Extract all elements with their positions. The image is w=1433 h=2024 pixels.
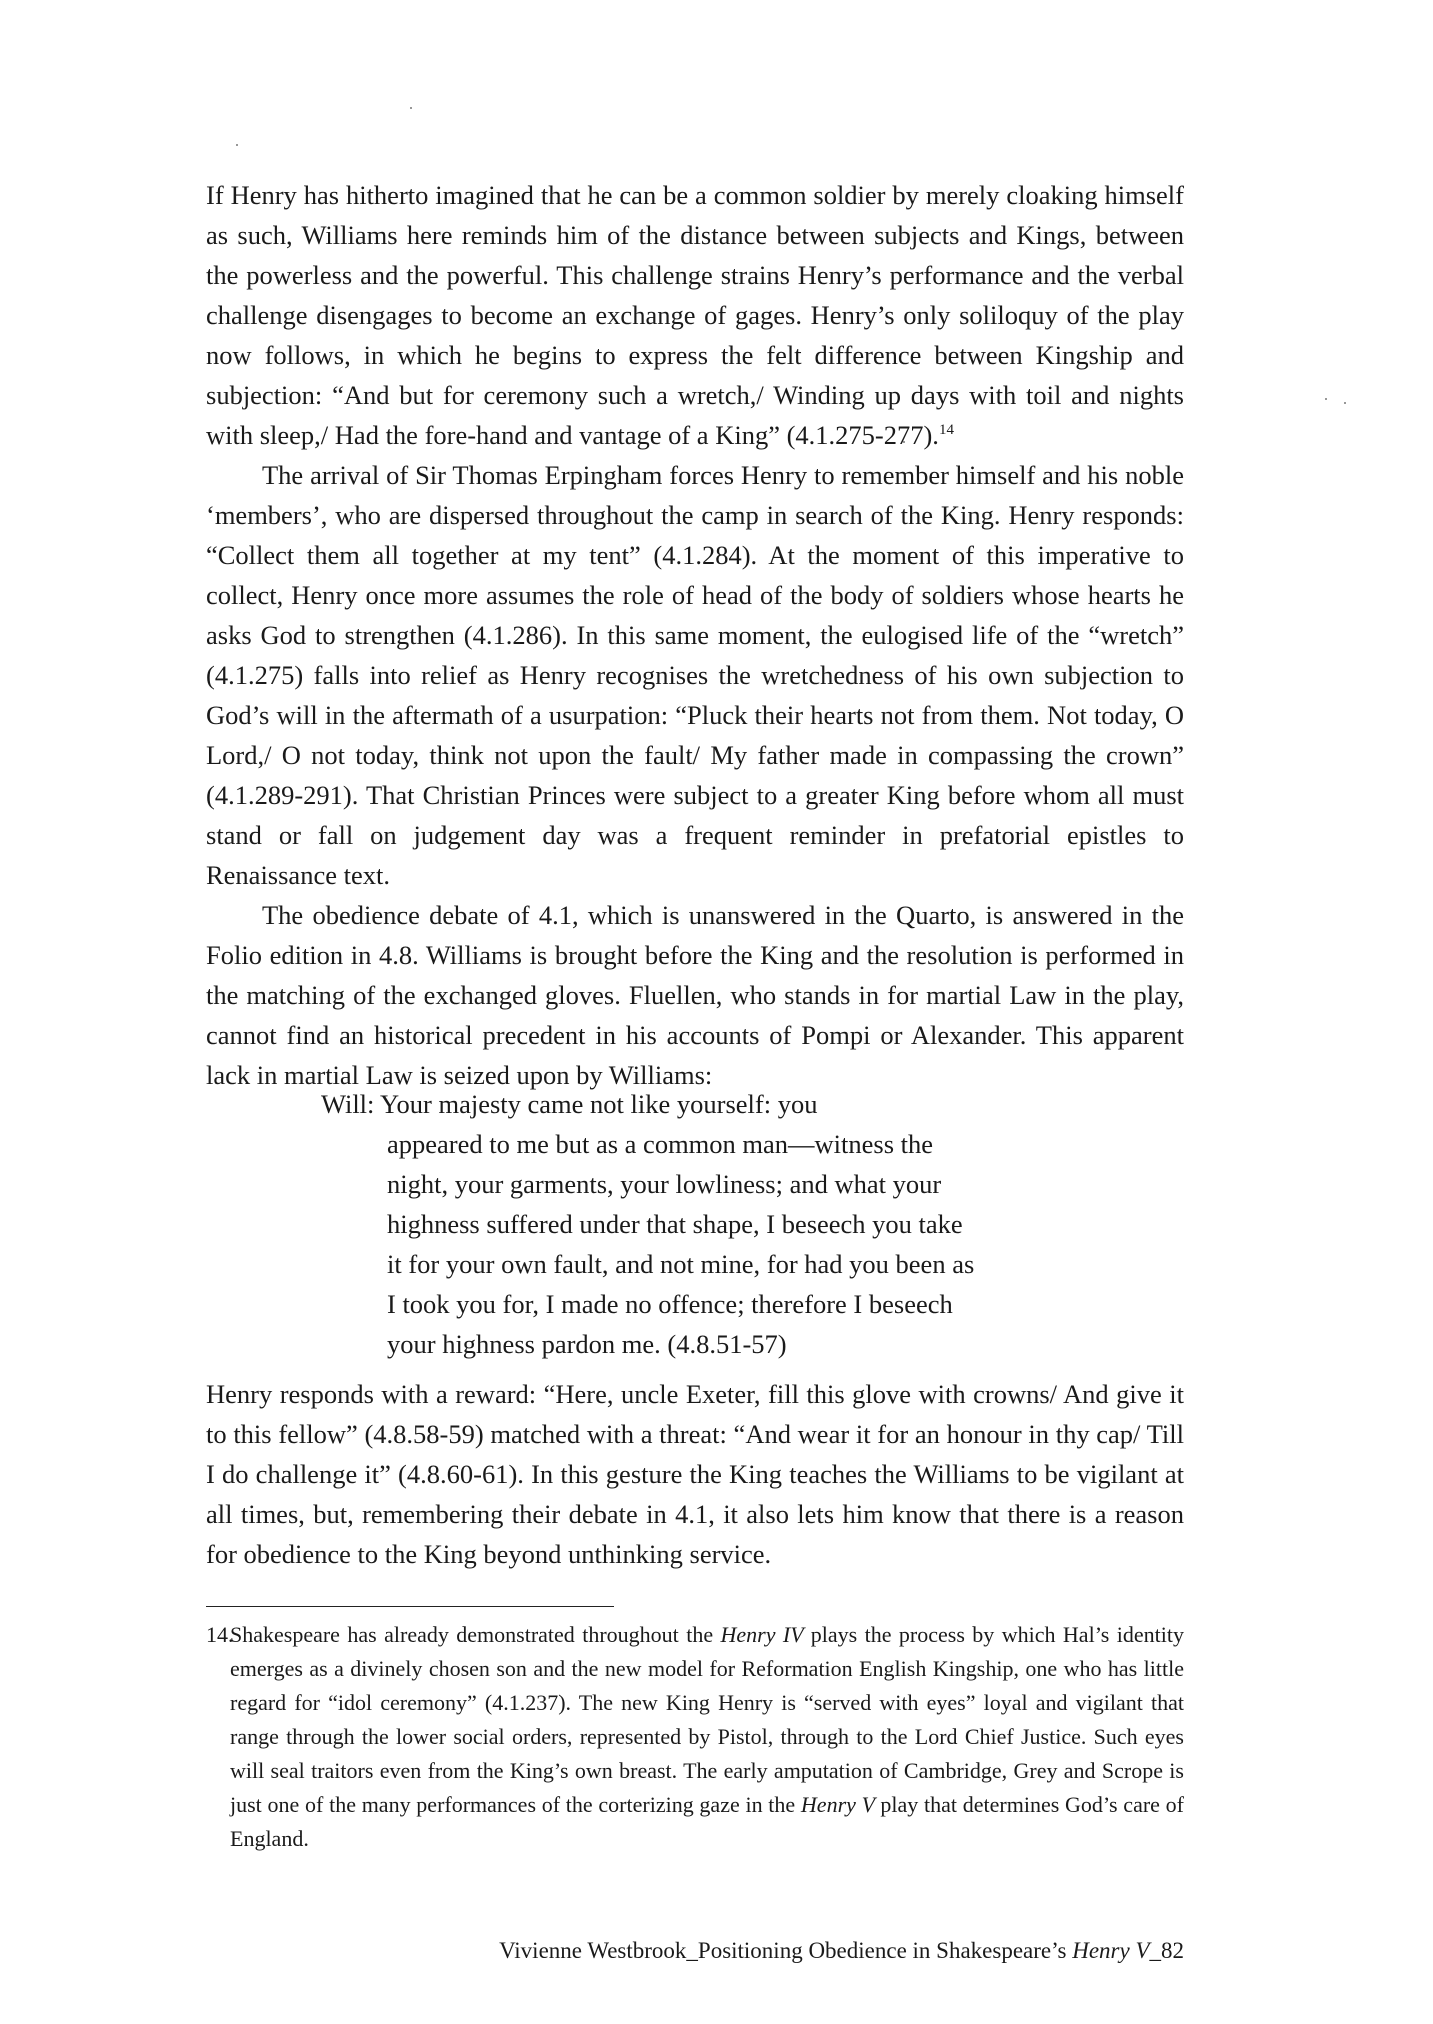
- footnote-14: [206, 1618, 1184, 1856]
- footnote-title: Henry IV: [720, 1622, 811, 1647]
- footnote-part: Shakespeare has already demonstrated throughout the: [230, 1622, 714, 1647]
- scan-speck: [1344, 402, 1346, 404]
- footnote-part: plays the process by which Hal’s identity emerges as a divinely chosen son and the new model for Reformation English Kingship, one who has little regard for “idol ceremony” (4.1.237). The new King Henry is “served with eyes” loyal and vigilant that range through the lower social orders, represented by Pistol, through to the Lord Chief Justice. Such eyes will seal traitors even from the King’s own breast. The early amputation of Cambridge, Grey and Scrope is just one of the many performances of the corterizing gaze in the: [230, 1622, 1185, 1817]
- footer-title: Henry V: [1072, 1938, 1150, 1963]
- footnote-ref-14[interactable]: 14: [938, 422, 954, 438]
- footnote-separator: [206, 1606, 614, 1607]
- paragraph-2: The arrival of Sir Thomas Erpingham forces Henry to remember himself and his noble ‘members’, who are dispersed throughout the camp in search of the King. Henry responds: “Collect them all together at my tent” (4.1.284). At the moment of this imperative to collect, Henry once more assumes the role of head of the body of soldiers whose hearts he asks God to strengthen (4.1.286). In this same moment, the eulogised life of the “wretch” (4.1.275) falls into relief as Henry recognises the wretchedness of his own subjection to God’s will in the aftermath of a usurpation: “Pluck their hearts not from them. Not today, O Lord,/ O not today, think not upon the fault/ My father made in compassing the crown” (4.1.289-291). That Christian Princes were subject to a greater King before whom all must stand or fall on judgement day was a frequent reminder in prefatorial epistles to Renaissance text.: [206, 460, 1184, 890]
- quote-line: Will: Your majesty came not like yourself: you: [321, 1089, 818, 1119]
- scan-speck: [410, 107, 412, 109]
- block-quote: [321, 1084, 1061, 1364]
- quote-line: appeared to me but as a common man—witness the: [387, 1129, 934, 1159]
- paragraph-1: [206, 175, 1184, 455]
- running-footer: [499, 1936, 1184, 1966]
- footnote-part: play that determines God’s care of England.: [230, 1792, 1184, 1851]
- scan-speck: [236, 144, 238, 146]
- paragraph-3: The obedience debate of 4.1, which is unanswered in the Quarto, is answered in the Folio edition in 4.8. Williams is brought before the King and the resolution is performed in the matching of the exchanged gloves. Fluellen, who stands in for martial Law in the play, cannot find an historical precedent in his accounts of Pompi or Alexander. This apparent lack in martial Law is seized upon by Williams:: [206, 900, 1184, 1090]
- paragraph-4: Henry responds with a reward: “Here, uncle Exeter, fill this glove with crowns/ And give it to this fellow” (4.8.58-59) matched with a threat: “And wear it for an honour in thy cap/ Till I do challenge it” (4.8.60-61). In this gesture the King teaches the Williams to be vigilant at all times, but, remembering their debate in 4.1, it also lets him know that there is a reason for obedience to the King beyond unthinking service.: [206, 1379, 1184, 1569]
- quote-line: your highness pardon me. (4.8.51-57): [387, 1329, 787, 1359]
- paragraph-1-text: If Henry has hitherto imagined that he can be a common soldier by merely cloaking himself as such, Williams here reminds him of the distance between subjects and Kings, between the powerless and the powerful. This challenge strains Henry’s performance and the verbal challenge disengages to become an exchange of gages. Henry’s only soliloquy of the play now follows, in which he begins to express the felt difference between Kingship and subjection: “And but for ceremony such a wretch,/ Winding up days with toil and nights with sleep,/ Had the fore-hand and vantage of a King” (4.1.275-277).: [206, 180, 1184, 450]
- footer-text: Vivienne Westbrook_Positioning Obedience in Shakespeare’s: [499, 1938, 1067, 1963]
- footnote-number: 14.: [206, 1622, 234, 1647]
- page-number: _82: [1149, 1938, 1184, 1963]
- footnote-title: Henry V: [800, 1792, 881, 1817]
- body-text-upper: [206, 175, 1184, 1095]
- quote-line: I took you for, I made no offence; therefore I beseech: [387, 1289, 953, 1319]
- body-text-lower: [206, 1374, 1184, 1574]
- quote-line: it for your own fault, and not mine, for had you been as: [387, 1249, 975, 1279]
- scan-speck: [1325, 398, 1327, 400]
- quote-line: night, your garments, your lowliness; and what your: [387, 1169, 942, 1199]
- quote-line: highness suffered under that shape, I beseech you take: [387, 1209, 963, 1239]
- footnote-text: [230, 1618, 1184, 1856]
